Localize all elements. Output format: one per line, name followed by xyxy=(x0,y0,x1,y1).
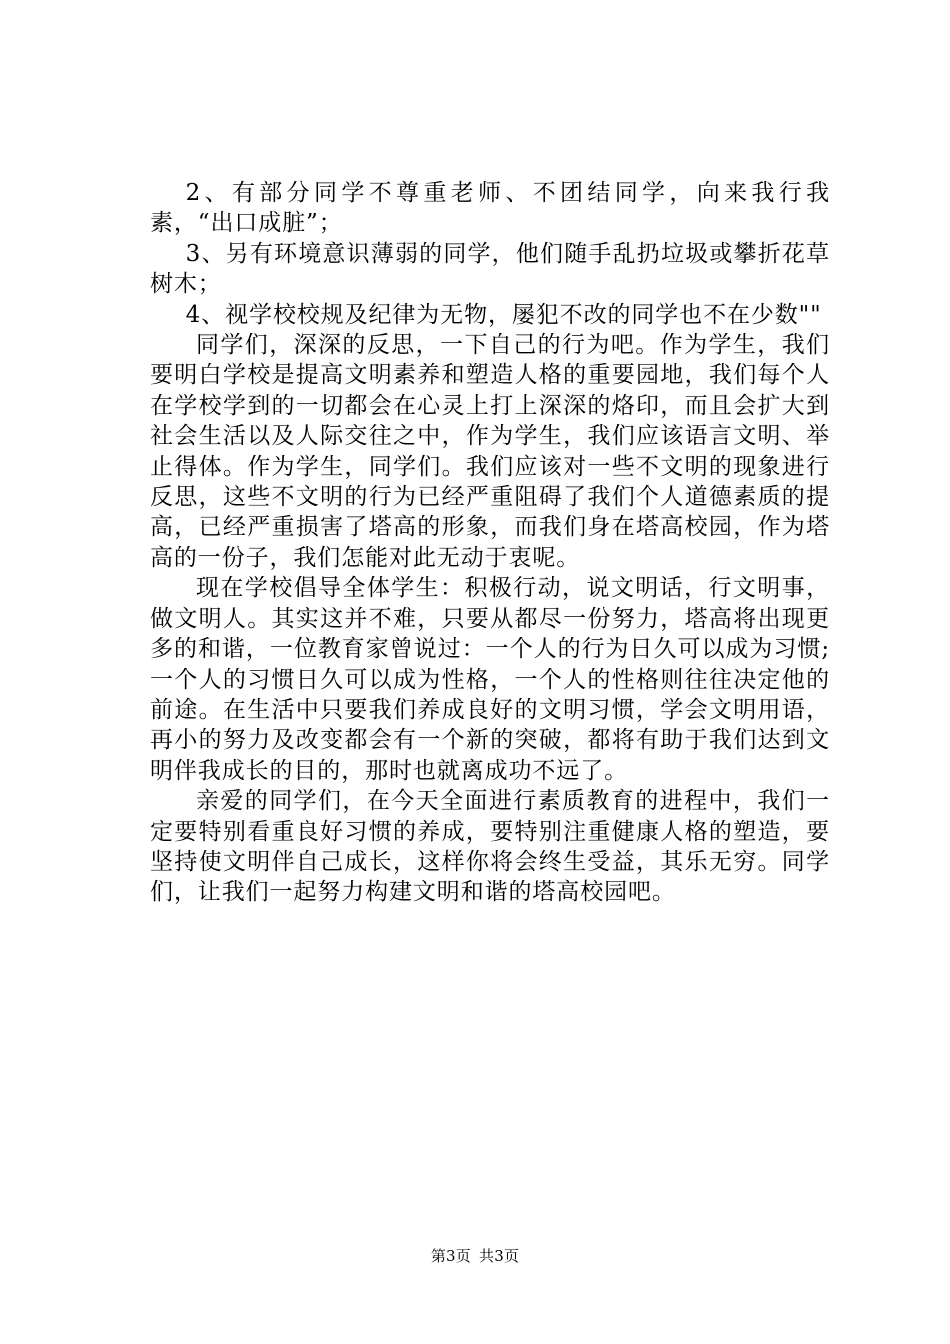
page-total: 共3页 xyxy=(479,1247,520,1265)
paragraph-reflection: 同学们，深深的反思，一下自己的行为吧。作为学生，我们要明白学校是提高文明素养和塑造人格的重要园地，我们每个人在学校学到的一切都会在心灵上打上深深的烙印，而且会扩大到社会生活以及人际交往之中，作为学生，我们应该语言文明、举止得体。作为学生，同学们。我们应该对一些不文明的现象进行反思，这些不文明的行为已经严重阻碍了我们个人道德素质的提高，已经严重损害了塔高的形象，而我们身在塔高校园，作为塔高的一份子，我们怎能对此无动于衷呢。 xyxy=(150,332,830,571)
paragraph-item-2: 2、有部分同学不尊重老师、不团结同学，向来我行我素，“出口成脏”； xyxy=(150,180,830,237)
page-footer xyxy=(0,1246,950,1266)
paragraph-item-4: 4、视学校校规及纪律为无物，屡犯不改的同学也不在少数"" xyxy=(185,301,822,328)
document-body xyxy=(150,178,830,908)
paragraph-initiative: 现在学校倡导全体学生：积极行动，说文明话，行文明事，做文明人。其实这并不难，只要从都尽一份努力，塔高将出现更多的和谐，一位教育家曾说过：一个人的行为日久可以成为习惯;一个人的习惯日久可以成为性格，一个人的性格则往往决定他的前途。在生活中只要我们养成良好的文明习惯，学会文明用语，再小的努力及改变都会有一个新的突破，都将有助于我们达到文明伴我成长的目的，那时也就离成功不远了。 xyxy=(150,575,830,784)
paragraph-item-3: 3、另有环境意识薄弱的同学，他们随手乱扔垃圾或攀折花草树木； xyxy=(150,240,830,298)
page-number: 第3页 xyxy=(430,1247,471,1265)
paragraph-conclusion: 亲爱的同学们，在今天全面进行素质教育的进程中，我们一定要特别看重良好习惯的养成，要特别注重健康人格的塑造，要坚持使文明伴自己成长，这样你将会终生受益，其乐无穷。同学们，让我们一起努力构建文明和谐的塔高校园吧。 xyxy=(150,788,830,906)
